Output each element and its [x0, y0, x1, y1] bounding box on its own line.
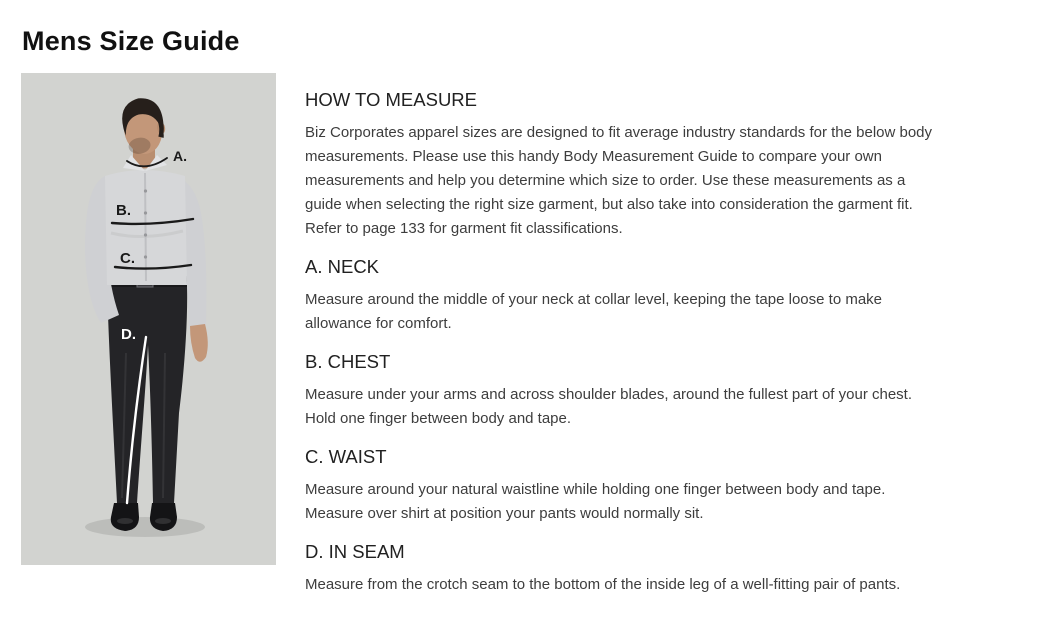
shirt-button	[144, 255, 147, 258]
inseam-body: Measure from the crotch seam to the bottom of the inside leg of a well-fitting pair of pants.	[305, 576, 901, 593]
shirt-button	[144, 211, 147, 214]
right-shoe-shine	[155, 518, 171, 524]
model-photo	[21, 73, 276, 565]
neck-heading: A. NECK	[305, 256, 380, 277]
right-shoe	[150, 503, 177, 531]
chest-body: Measure under your arms and across shoulder blades, around the fullest part of your chest. Hold one finger between body and tape.	[305, 386, 912, 427]
shirt-button	[144, 233, 147, 236]
inseam-heading: D. IN SEAM	[305, 541, 405, 562]
neck-body: Measure around the middle of your neck at collar level, keeping the tape loose to make allowance for comfort.	[305, 291, 883, 332]
section-inseam	[305, 540, 938, 597]
how-to-measure-heading: HOW TO MEASURE	[305, 89, 478, 110]
chest-heading: B. CHEST	[305, 351, 391, 372]
label-b-chest: B.	[116, 202, 131, 219]
label-a-neck: A.	[173, 148, 187, 164]
section-waist	[305, 445, 938, 526]
how-to-measure-body: Biz Corporates apparel sizes are designed to fit average industry standards for the below body measurements. Please use this handy Body Measurement Guide to compare your own measurements and help you determine which size to order. Use these measurements as a guide when selecting the right size garment, but also take into consideration the garment fit. Refer to page 133 for garment fit classifications.	[305, 124, 933, 237]
left-shoe-shine	[117, 518, 133, 524]
shirt-placket	[145, 173, 146, 281]
label-d-inseam: D.	[121, 326, 136, 343]
page-title: Mens Size Guide	[22, 26, 240, 57]
measure-guide-content	[305, 88, 938, 611]
measurement-figure	[21, 73, 276, 565]
section-chest	[305, 350, 938, 431]
floor-shadow	[85, 517, 205, 537]
left-shoe	[111, 503, 139, 531]
shirt-button	[144, 189, 147, 192]
section-neck	[305, 255, 938, 336]
waist-heading: C. WAIST	[305, 446, 387, 467]
waist-body: Measure around your natural waistline while holding one finger between body and tape. Measure over shirt at position your pants would normally sit.	[305, 481, 886, 522]
label-c-waist: C.	[120, 250, 135, 267]
